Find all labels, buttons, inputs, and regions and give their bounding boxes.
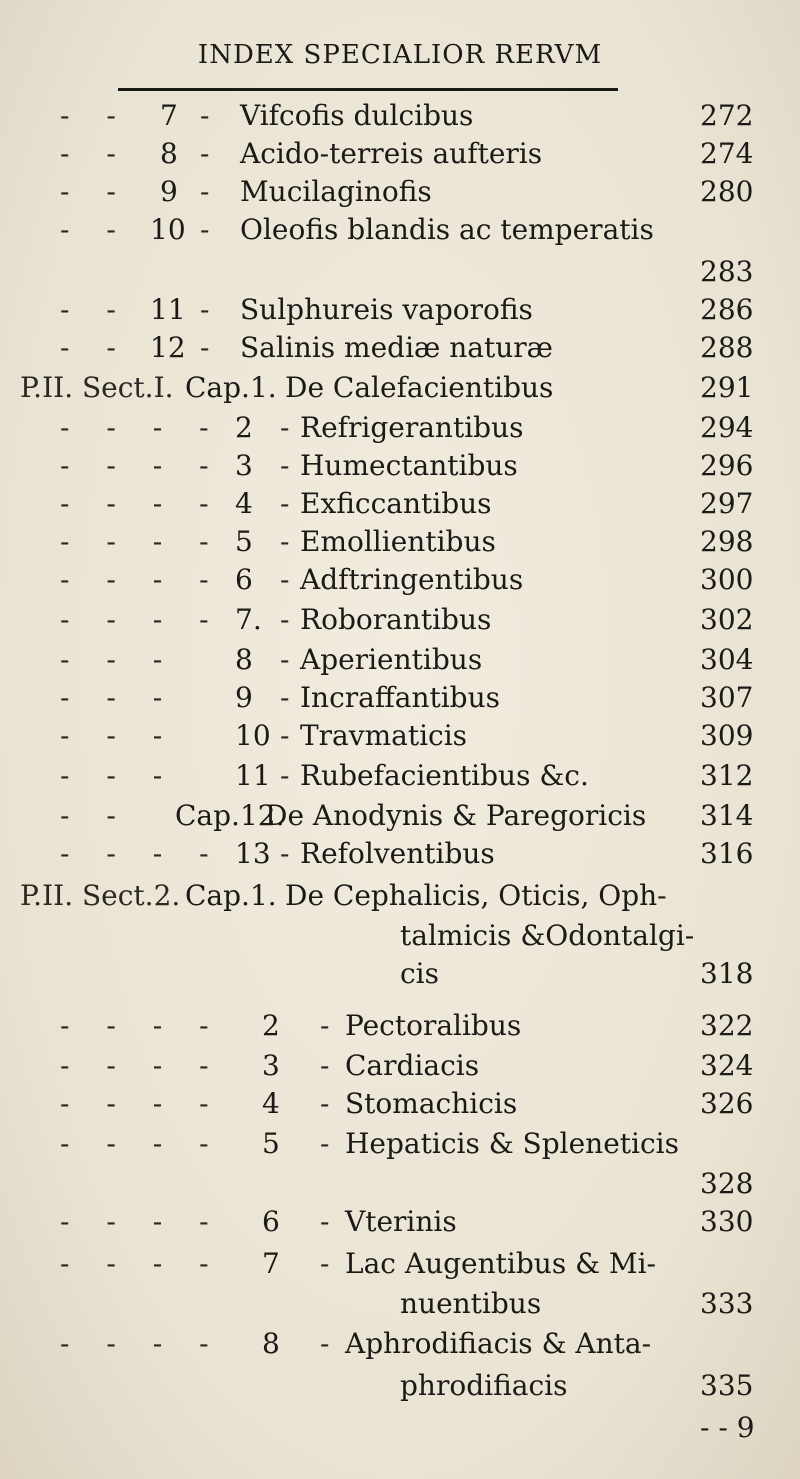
entry-number: Cap.1. — [185, 371, 277, 404]
entry-text: De Anodynis & Paregoricis — [265, 799, 647, 832]
entry-prefix: - - — [60, 331, 130, 364]
index-entry — [0, 716, 800, 756]
entry-text: Aphrodifiacis & Anta- — [345, 1327, 652, 1360]
entry-page: 294 — [700, 411, 754, 444]
entry-separator: - — [280, 487, 290, 520]
entry-page: 298 — [700, 525, 754, 558]
index-entry — [0, 916, 800, 956]
entry-text: Mucilaginofis — [240, 175, 432, 208]
entry-text: Pectoralibus — [345, 1009, 522, 1042]
entry-text: nuentibus — [400, 1287, 542, 1320]
entry-page: 326 — [700, 1087, 754, 1120]
entry-text: De Calefacientibus — [285, 371, 554, 404]
entry-separator: - — [280, 643, 290, 676]
entry-page: 304 — [700, 643, 754, 676]
index-entry — [0, 290, 800, 330]
entry-text: Sulphureis vaporofis — [240, 293, 533, 326]
entry-prefix: - - — [60, 213, 130, 246]
entry-prefix: - - - - — [60, 1327, 223, 1360]
entry-number: 5 — [262, 1127, 280, 1160]
entry-number: 8 — [160, 137, 178, 170]
entry-prefix: - - - - — [60, 563, 223, 596]
index-entry — [0, 1324, 800, 1364]
entry-text: Aperientibus — [300, 643, 483, 676]
entry-separator: - — [320, 1327, 330, 1360]
entry-page: 274 — [700, 137, 754, 170]
entry-number: 3 — [262, 1049, 280, 1082]
entry-prefix: - - - — [60, 643, 177, 676]
entry-text: Rubefacientibus &c. — [300, 759, 589, 792]
entry-number: Cap.12. — [175, 799, 285, 832]
entry-number: 8 — [262, 1327, 280, 1360]
index-entry — [0, 796, 800, 836]
entry-text: Roborantibus — [300, 603, 492, 636]
entry-page: 307 — [700, 681, 754, 714]
entry-number: 9 — [160, 175, 178, 208]
entry-page: 312 — [700, 759, 754, 792]
entry-page: 333 — [700, 1287, 754, 1320]
index-entry — [0, 678, 800, 718]
index-entry — [0, 172, 800, 212]
page-header: INDEX SPECIALIOR RERVM — [197, 40, 603, 70]
entry-page: 324 — [700, 1049, 754, 1082]
index-entry — [0, 560, 800, 600]
entry-prefix: - - - - — [60, 1247, 223, 1280]
entry-prefix: - - - — [60, 759, 177, 792]
index-entry — [0, 368, 800, 408]
index-entry — [0, 1366, 800, 1406]
entry-page: 335 — [700, 1369, 754, 1402]
entry-separator: - — [280, 411, 290, 444]
entry-prefix: - - - - — [60, 525, 223, 558]
entry-number: 2 — [235, 411, 253, 444]
entry-separator: - — [200, 137, 210, 170]
entry-text: Cardiacis — [345, 1049, 480, 1082]
entry-number: 10 — [235, 719, 271, 752]
entry-number: 4 — [235, 487, 253, 520]
entry-prefix: - - - - — [60, 1009, 223, 1042]
entry-page: 291 — [700, 371, 754, 404]
entry-text: Acido-terreis aufteris — [240, 137, 543, 170]
entry-prefix: - - — [60, 137, 130, 170]
entry-number: 7 — [160, 99, 178, 132]
index-entry — [0, 210, 800, 250]
entry-text: cis — [400, 957, 440, 990]
index-entry — [0, 1244, 800, 1284]
index-entry — [0, 1124, 800, 1164]
entry-separator: - — [320, 1087, 330, 1120]
index-entry — [0, 600, 800, 640]
entry-number: 6 — [235, 563, 253, 596]
entry-page: 328 — [700, 1167, 754, 1200]
entry-text: Oleofis blandis ac temperatis — [240, 213, 654, 246]
entry-separator: - — [320, 1127, 330, 1160]
entry-separator: - — [200, 213, 210, 246]
entry-prefix: - - - — [60, 719, 177, 752]
entry-prefix: - - - - — [60, 449, 223, 482]
entry-number: Cap.1. — [185, 879, 277, 912]
entry-prefix: - - - — [60, 681, 177, 714]
entry-separator: - — [280, 719, 290, 752]
entry-text: phrodifiacis — [400, 1369, 568, 1402]
entry-separator: - — [200, 99, 210, 132]
entry-number: 7 — [262, 1247, 280, 1280]
entry-text: Refrigerantibus — [300, 411, 524, 444]
entry-number: 11 — [235, 759, 271, 792]
index-entry — [0, 1164, 800, 1204]
entry-number: 10 — [150, 213, 186, 246]
index-entry — [0, 954, 800, 994]
entry-page: 316 — [700, 837, 754, 870]
entry-page: 283 — [700, 255, 754, 288]
entry-page: 309 — [700, 719, 754, 752]
entry-prefix: - - - - — [60, 1205, 223, 1238]
entry-separator: - — [200, 293, 210, 326]
entry-number: 5 — [235, 525, 253, 558]
entry-page: 314 — [700, 799, 754, 832]
entry-page: 297 — [700, 487, 754, 520]
entry-number: 3 — [235, 449, 253, 482]
entry-number: 9 — [235, 681, 253, 714]
entry-prefix: - - - - — [60, 603, 223, 636]
entry-text: De Cephalicis, Oticis, Oph- — [285, 879, 667, 912]
entry-text: Hepaticis & Spleneticis — [345, 1127, 679, 1160]
index-entry — [0, 1408, 800, 1448]
entry-number: 13 — [235, 837, 271, 870]
entry-prefix: - - - - — [60, 411, 223, 444]
entry-separator: - — [320, 1247, 330, 1280]
entry-separator: - — [320, 1009, 330, 1042]
entry-prefix: - - — [60, 799, 130, 832]
entry-page: 280 — [700, 175, 754, 208]
entry-number: 2 — [262, 1009, 280, 1042]
index-entry — [0, 1046, 800, 1086]
entry-number: 12 — [150, 331, 186, 364]
index-entry — [0, 876, 800, 916]
entry-separator: - — [280, 449, 290, 482]
entry-separator: - — [320, 1205, 330, 1238]
entry-text: talmicis &Odontalgi- — [400, 919, 695, 952]
index-entry — [0, 408, 800, 448]
entry-text: Exficcantibus — [300, 487, 492, 520]
index-entry — [0, 640, 800, 680]
entry-page: 296 — [700, 449, 754, 482]
entry-text: Vterinis — [345, 1205, 457, 1238]
entry-text: Salinis mediæ naturæ — [240, 331, 553, 364]
entry-separator: - — [280, 603, 290, 636]
entry-page: 330 — [700, 1205, 754, 1238]
entry-page: 302 — [700, 603, 754, 636]
entry-text: Vifcofis dulcibus — [240, 99, 474, 132]
entry-prefix: - - — [60, 175, 130, 208]
index-entry — [0, 1202, 800, 1242]
entry-text: Emollientibus — [300, 525, 496, 558]
entry-prefix: - - - - — [60, 1049, 223, 1082]
entry-prefix: - - - - — [60, 1087, 223, 1120]
entry-prefix: - - - - — [60, 487, 223, 520]
index-entry — [0, 522, 800, 562]
entry-page: 286 — [700, 293, 754, 326]
index-entry — [0, 756, 800, 796]
index-entry — [0, 834, 800, 874]
index-entry — [0, 446, 800, 486]
header-rule — [118, 88, 618, 91]
index-entry — [0, 484, 800, 524]
entry-prefix: - - — [60, 99, 130, 132]
entry-text: Stomachicis — [345, 1087, 518, 1120]
entry-separator: - — [200, 175, 210, 208]
entry-prefix: - - - - — [60, 1127, 223, 1160]
entry-number: 8 — [235, 643, 253, 676]
entry-page: 288 — [700, 331, 754, 364]
entry-prefix: P.II. Sect.2. — [20, 879, 181, 912]
index-entry — [0, 252, 800, 292]
entry-separator: - — [280, 837, 290, 870]
entry-text: Incraffantibus — [300, 681, 501, 714]
entry-page: 318 — [700, 957, 754, 990]
index-entry — [0, 1284, 800, 1324]
entry-number: 6 — [262, 1205, 280, 1238]
entry-text: Refolventibus — [300, 837, 495, 870]
entry-page: - - 9 — [700, 1411, 755, 1444]
entry-page: 272 — [700, 99, 754, 132]
entry-text: Adftringentibus — [300, 563, 524, 596]
entry-prefix: - - — [60, 293, 130, 326]
index-entry — [0, 1084, 800, 1124]
entry-separator: - — [200, 331, 210, 364]
index-entry — [0, 96, 800, 136]
entry-prefix: - - - - — [60, 837, 223, 870]
entry-text: Humectantibus — [300, 449, 518, 482]
index-entry — [0, 1006, 800, 1046]
entry-separator: - — [280, 681, 290, 714]
entry-number: 11 — [150, 293, 186, 326]
entry-separator: - — [280, 525, 290, 558]
entry-page: 300 — [700, 563, 754, 596]
entry-prefix: P.II. Sect.I. — [20, 371, 174, 404]
entry-text: Travmaticis — [300, 719, 468, 752]
entry-separator: - — [320, 1049, 330, 1082]
index-entry — [0, 134, 800, 174]
entry-separator: - — [280, 759, 290, 792]
entry-separator: - — [280, 563, 290, 596]
entry-number: 7. — [235, 603, 262, 636]
entry-page: 322 — [700, 1009, 754, 1042]
entry-text: Lac Augentibus & Mi- — [345, 1247, 656, 1280]
index-entry — [0, 328, 800, 368]
entry-number: 4 — [262, 1087, 280, 1120]
